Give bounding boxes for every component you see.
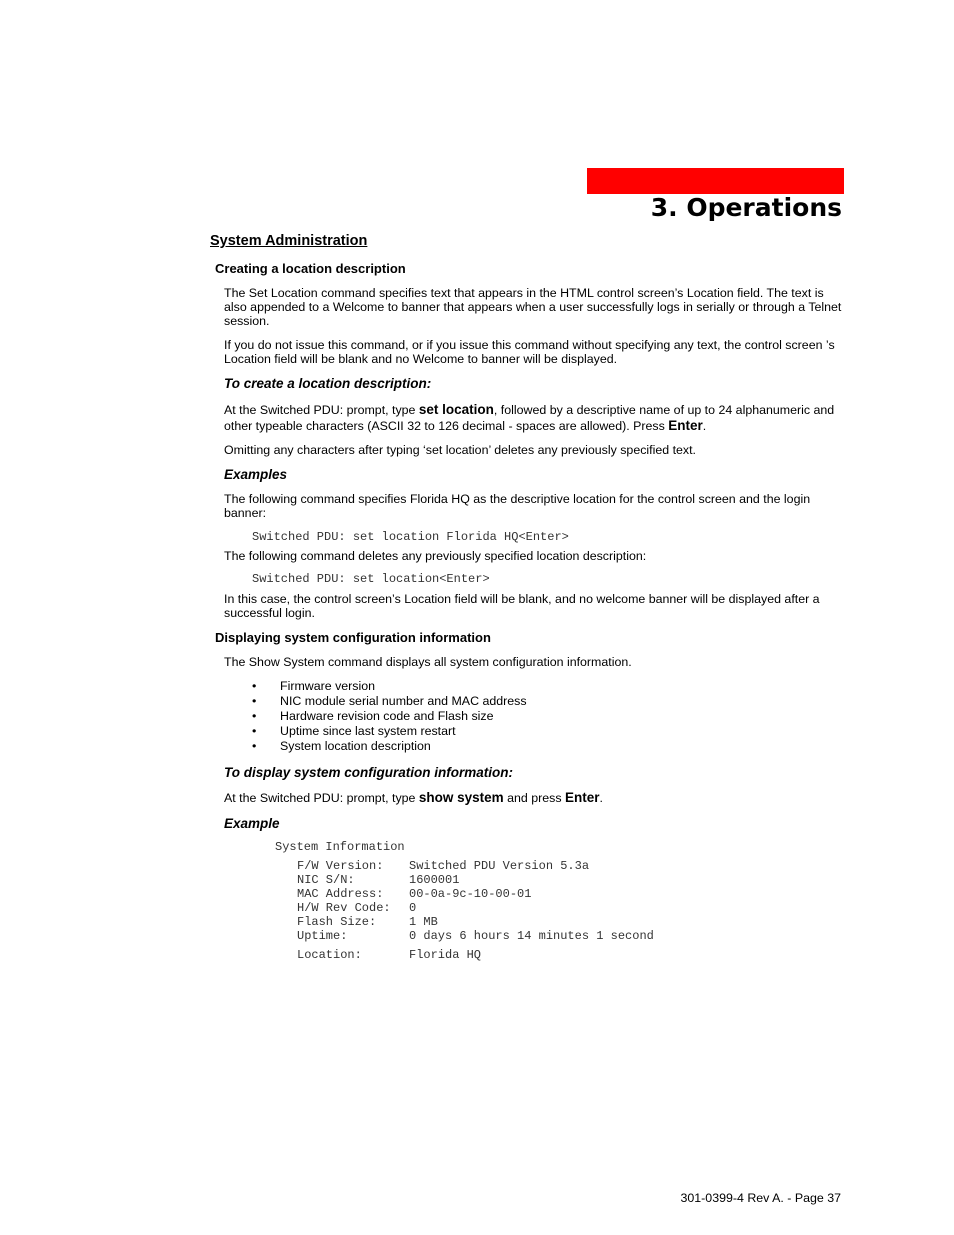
output-value: Florida HQ bbox=[409, 948, 482, 962]
key-enter: Enter bbox=[668, 418, 703, 433]
list-item: • NIC module serial number and MAC address bbox=[252, 694, 527, 709]
output-value: 00-0a-9c-10-00-01 bbox=[409, 887, 532, 901]
output-key: Flash Size: bbox=[297, 915, 377, 929]
chapter-color-bar bbox=[587, 168, 844, 194]
list-item: • Firmware version bbox=[252, 679, 527, 694]
command-show-system: show system bbox=[418, 790, 504, 805]
output-value: 1 MB bbox=[409, 915, 438, 929]
list-item: • Hardware revision code and Flash size bbox=[252, 709, 527, 724]
output-title: System Information bbox=[275, 840, 405, 854]
command-set-location: set location bbox=[418, 402, 494, 417]
sub1-heading: Creating a location description bbox=[215, 261, 406, 276]
sub2-example-heading: Example bbox=[224, 816, 280, 831]
step-text: At the Switched PDU: prompt, type bbox=[224, 791, 419, 805]
sub2-procedure-heading: To display system configuration information: bbox=[224, 765, 514, 780]
sub1-ex2-text: The following command deletes any previously specified location description: bbox=[224, 549, 647, 563]
sub1-examples-heading: Examples bbox=[224, 467, 288, 482]
step-text: and press bbox=[503, 791, 566, 805]
list-item: • System location description bbox=[252, 739, 527, 754]
step-text: . bbox=[702, 419, 707, 433]
sub1-ex1-text: The following command specifies Florida HQ as the descriptive location for the control screen and the login banner: bbox=[224, 492, 811, 520]
sub1-ex2-code: Switched PDU: set location<Enter> bbox=[252, 572, 490, 586]
step-text: At the Switched PDU: prompt, type bbox=[224, 403, 419, 417]
output-value: Switched PDU Version 5.3a bbox=[409, 859, 590, 873]
sub1-ex1-code: Switched PDU: set location Florida HQ<Enter> bbox=[252, 530, 569, 544]
sub1-omit-note: Omitting any characters after typing ‘set location’ deletes any previously specified text. bbox=[224, 443, 696, 457]
step-text: , followed by a descriptive name of up to 24 alphanumeric and other typeable characters (ASCII 32 to 126 decimal - spaces are allowed). Press bbox=[224, 403, 835, 433]
output-key: H/W Rev Code: bbox=[297, 901, 391, 915]
sub1-ex2-after: In this case, the control screen’s Location field will be blank, and no welcome banner will be displayed after a successful login. bbox=[224, 592, 820, 620]
output-key: Location: bbox=[297, 948, 362, 962]
sub1-para2: If you do not issue this command, or if you issue this command without specifying any text, the control screen ’s Location field will be blank and no Welcome to banner will be displayed. bbox=[224, 338, 835, 366]
page-footer: 301-0399-4 Rev A. - Page 37 bbox=[680, 1191, 841, 1205]
sub2-para: The Show System command displays all system configuration information. bbox=[224, 655, 632, 669]
output-key: NIC S/N: bbox=[297, 873, 355, 887]
sub1-procedure-heading: To create a location description: bbox=[224, 376, 432, 391]
chapter-title: 3. Operations bbox=[650, 193, 842, 222]
section-title: System Administration bbox=[210, 233, 368, 249]
output-value: 1600001 bbox=[409, 873, 460, 887]
feature-list bbox=[252, 679, 527, 754]
sub2-step bbox=[224, 790, 844, 806]
output-key: Uptime: bbox=[297, 929, 348, 943]
output-key: MAC Address: bbox=[297, 887, 384, 901]
sub1-para1: The Set Location command specifies text that appears in the HTML control screen’s Location field. The text is also appended to a Welcome to banner that appears when a user successfully logs in serially or through a Telnet session. bbox=[224, 286, 842, 328]
output-key: F/W Version: bbox=[297, 859, 384, 873]
output-value: 0 bbox=[409, 901, 417, 915]
output-value: 0 days 6 hours 14 minutes 1 second bbox=[409, 929, 654, 943]
list-item: • Uptime since last system restart bbox=[252, 724, 527, 739]
key-enter: Enter bbox=[565, 790, 600, 805]
sub1-step bbox=[224, 402, 844, 434]
sub2-heading: Displaying system configuration information bbox=[215, 630, 491, 645]
step-text: . bbox=[599, 791, 603, 805]
